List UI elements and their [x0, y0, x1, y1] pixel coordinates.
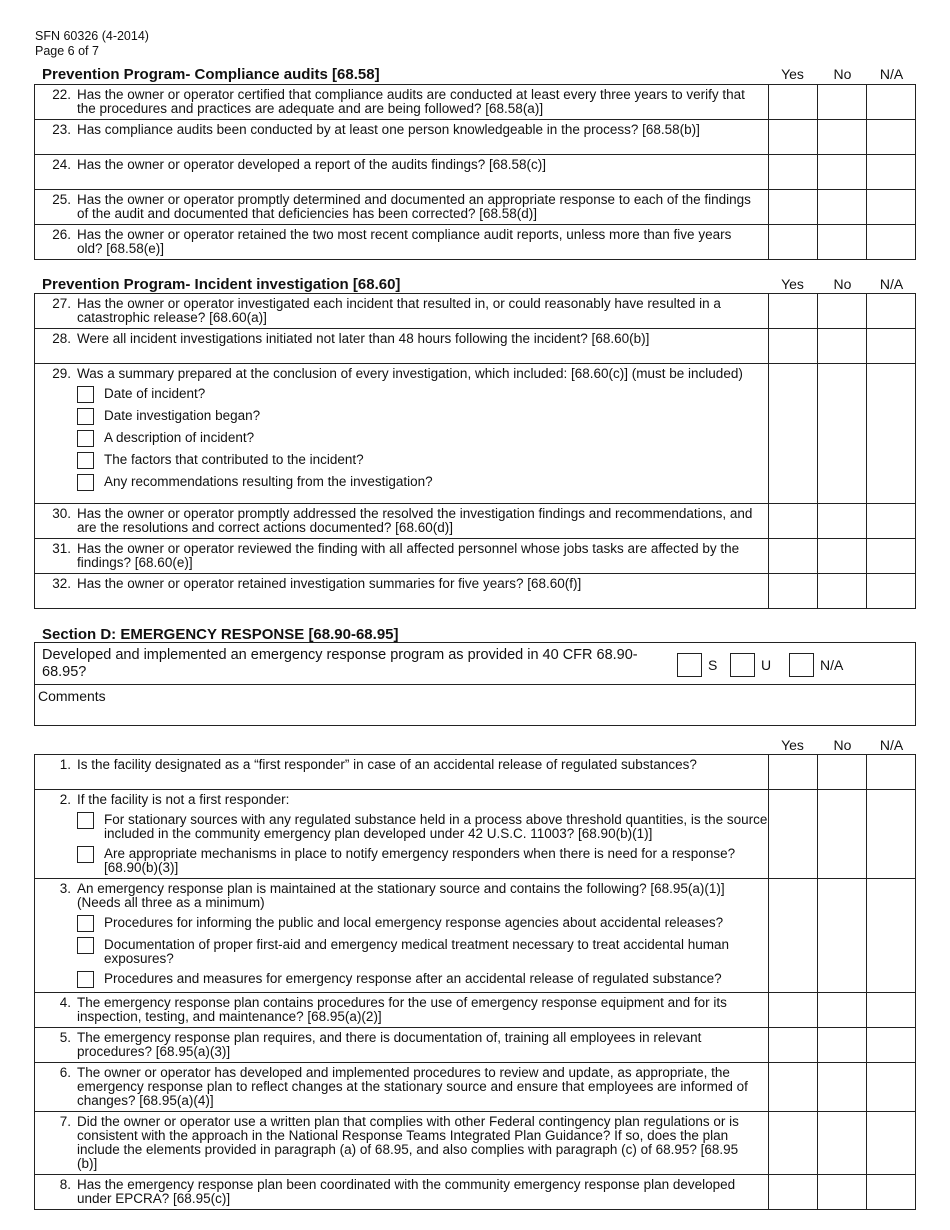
question-text: Has the owner or operator retained the two most recent compliance audit reports, unless more than five years old? [68.58(e)] — [77, 227, 732, 256]
emergency-col-yes: Yes — [781, 737, 804, 753]
incident-row — [35, 364, 916, 504]
emergency-row — [35, 790, 916, 879]
question-content — [35, 1028, 768, 1062]
question-number: 2. — [59, 792, 71, 807]
question-cell — [35, 993, 769, 1028]
question-cell — [35, 539, 769, 574]
question — [41, 1115, 768, 1171]
page-number: Page 6 of 7 — [35, 44, 99, 58]
audits-row — [35, 190, 916, 225]
form-header — [35, 29, 149, 59]
question-text: Has the owner or operator certified that compliance audits are conducted at least every three years to verify that the procedures and practices are adequate and are being followed? [68.58(a)] — [77, 87, 745, 116]
emergency-row — [35, 1063, 916, 1112]
question-cell — [35, 1112, 769, 1175]
question — [41, 123, 768, 137]
question-content — [35, 1112, 768, 1174]
answer-yes-cell[interactable] — [769, 504, 818, 539]
rating-u-checkbox[interactable] — [730, 653, 755, 677]
question-number: 23. — [52, 122, 71, 137]
answer-na-cell[interactable] — [867, 155, 916, 190]
question — [41, 297, 768, 325]
answer-na-cell[interactable] — [867, 225, 916, 260]
answer-yes-cell[interactable] — [769, 755, 818, 790]
checklist-label: Procedures and measures for emergency response after an accidental release of regulated substance? — [104, 971, 722, 986]
incident-col-no: No — [833, 276, 852, 292]
section-d-title: Section D: EMERGENCY RESPONSE [68.90-68.95] — [42, 626, 399, 643]
answer-no-cell[interactable] — [818, 85, 867, 120]
answer-yes-cell[interactable] — [769, 1112, 818, 1175]
rating-na-checkbox[interactable] — [789, 653, 814, 677]
answer-yes-cell[interactable] — [769, 294, 818, 329]
answer-no-cell[interactable] — [818, 294, 867, 329]
checklist-checkbox[interactable] — [77, 430, 94, 447]
question-cell — [35, 1028, 769, 1063]
question — [41, 882, 768, 910]
question-content — [35, 539, 768, 573]
answer-yes-cell[interactable] — [769, 85, 818, 120]
question — [41, 996, 768, 1024]
audits-table — [34, 84, 916, 260]
section-d-statement-box — [34, 642, 916, 685]
audits-row — [35, 155, 916, 190]
question-number: 4. — [59, 995, 71, 1010]
comments-box[interactable] — [34, 684, 916, 726]
question-text: The owner or operator has developed and implemented procedures to review and update, as appropriate, the emergency response plan to reflect changes at the stationary source and ensure that employees are informed of changes? [68.95(a)(4)] — [77, 1065, 748, 1108]
question-number: 29. — [52, 366, 71, 381]
checklist-checkbox[interactable] — [77, 452, 94, 469]
checklist-label: Documentation of proper first-aid and emergency medical treatment necessary to treat accidental human exposures? — [104, 937, 730, 966]
question — [41, 1066, 768, 1108]
checklist-item — [77, 408, 768, 425]
question-cell — [35, 190, 769, 225]
answer-no-cell[interactable] — [818, 539, 867, 574]
emergency-row — [35, 755, 916, 790]
question — [41, 228, 768, 256]
question-text: Was a summary prepared at the conclusion of every investigation, which included: [68.60(c)] (must be included) — [77, 366, 743, 381]
rating-u-label: U — [761, 657, 772, 673]
question-content — [35, 993, 768, 1027]
audits-row — [35, 120, 916, 155]
question-cell — [35, 155, 769, 190]
section-d-statement: Developed and implemented an emergency response program as provided in 40 CFR 68.90-68.95? — [42, 647, 638, 680]
answer-na-cell[interactable] — [867, 574, 916, 609]
question-text: The emergency response plan requires, and there is documentation of, training all employees in relevant procedures? [68.95(a)(3)] — [77, 1030, 702, 1059]
answer-na-cell[interactable] — [867, 1063, 916, 1112]
emergency-table — [34, 754, 916, 1210]
question-number: 7. — [59, 1114, 71, 1129]
answer-yes-cell[interactable] — [769, 1028, 818, 1063]
question-number: 3. — [59, 881, 71, 896]
question-cell — [35, 790, 769, 879]
question-text: Were all incident investigations initiated not later than 48 hours following the incident? [68.60(b)] — [77, 331, 650, 346]
question-content — [35, 294, 768, 328]
question-content — [35, 755, 768, 775]
answer-no-cell[interactable] — [818, 364, 867, 504]
question-number: 31. — [52, 541, 71, 556]
checklist-item — [77, 915, 768, 932]
emergency-row — [35, 879, 916, 993]
answer-no-cell[interactable] — [818, 190, 867, 225]
checklist-item — [77, 937, 768, 966]
rating-u — [730, 653, 771, 677]
incident-col-yes: Yes — [781, 276, 804, 292]
question-cell — [35, 85, 769, 120]
answer-no-cell[interactable] — [818, 879, 867, 993]
question-text: Has compliance audits been conducted by at least one person knowledgeable in the process? [68.58(b)] — [77, 122, 700, 137]
answer-no-cell[interactable] — [818, 225, 867, 260]
question-content — [35, 155, 768, 175]
checklist-checkbox[interactable] — [77, 937, 94, 954]
checklist-label: Date investigation began? — [104, 408, 261, 423]
checklist-checkbox[interactable] — [77, 812, 94, 829]
checklist-checkbox[interactable] — [77, 846, 94, 863]
checklist-checkbox[interactable] — [77, 474, 94, 491]
question-cell — [35, 120, 769, 155]
question-content — [35, 190, 768, 224]
checklist-label: A description of incident? — [104, 430, 255, 445]
answer-na-cell[interactable] — [867, 1112, 916, 1175]
answer-yes-cell[interactable] — [769, 790, 818, 879]
question-cell — [35, 364, 769, 504]
question — [41, 542, 768, 570]
rating-s — [677, 653, 717, 677]
answer-yes-cell[interactable] — [769, 993, 818, 1028]
answer-yes-cell[interactable] — [769, 364, 818, 504]
question-cell — [35, 329, 769, 364]
answer-na-cell[interactable] — [867, 85, 916, 120]
checklist-label: Date of incident? — [104, 386, 206, 401]
answer-na-cell[interactable] — [867, 329, 916, 364]
answer-no-cell[interactable] — [818, 790, 867, 879]
incident-title: Prevention Program- Incident investigation [68.60] — [42, 276, 401, 293]
answer-yes-cell[interactable] — [769, 574, 818, 609]
answer-no-cell[interactable] — [818, 504, 867, 539]
incident-col-na: N/A — [879, 276, 904, 292]
question-text: Has the owner or operator investigated each incident that resulted in, or could reasonably have resulted in a catastrophic release? [68.60(a)] — [77, 296, 721, 325]
question-number: 27. — [52, 296, 71, 311]
audits-row — [35, 85, 916, 120]
answer-yes-cell[interactable] — [769, 120, 818, 155]
question — [41, 193, 768, 221]
question-content — [35, 879, 768, 991]
rating-na-label: N/A — [820, 657, 844, 673]
answer-yes-cell[interactable] — [769, 539, 818, 574]
rating-na — [789, 653, 843, 677]
form-id: SFN 60326 (4-2014) — [35, 29, 149, 43]
answer-no-cell[interactable] — [818, 1063, 867, 1112]
answer-na-cell[interactable] — [867, 993, 916, 1028]
incident-row — [35, 329, 916, 364]
question-text: Has the owner or operator retained investigation summaries for five years? [68.60(f)] — [77, 576, 582, 591]
question-number: 1. — [59, 757, 71, 772]
answer-yes-cell[interactable] — [769, 329, 818, 364]
answer-no-cell[interactable] — [818, 1028, 867, 1063]
audits-col-yes: Yes — [781, 66, 804, 82]
checklist-checkbox[interactable] — [77, 386, 94, 403]
question-text: Has the owner or operator promptly addressed the resolved the investigation findings and recommendations, and are the resolutions and correct actions documented? [68.60(d)] — [77, 506, 753, 535]
incident-row — [35, 539, 916, 574]
checklist-item — [77, 452, 768, 469]
incident-row — [35, 574, 916, 609]
question — [41, 332, 768, 346]
checklist-label: The factors that contributed to the incident? — [104, 452, 364, 467]
question-number: 25. — [52, 192, 71, 207]
question-cell — [35, 755, 769, 790]
checklist-checkbox[interactable] — [77, 915, 94, 932]
answer-na-cell[interactable] — [867, 1175, 916, 1210]
question-content — [35, 790, 768, 878]
question — [41, 577, 768, 591]
question-content — [35, 574, 768, 594]
question-number: 30. — [52, 506, 71, 521]
question-number: 32. — [52, 576, 71, 591]
question-cell — [35, 504, 769, 539]
checklist-label: For stationary sources with any regulated substance held in a process above threshold quantities, is the source included in the community emergency plan developed under 42 U.S.C. 11003? [68.90(b)(1)] — [104, 812, 768, 841]
question-cell — [35, 225, 769, 260]
rating-s-checkbox[interactable] — [677, 653, 702, 677]
emergency-col-no: No — [833, 737, 852, 753]
emergency-row — [35, 1112, 916, 1175]
emergency-row — [35, 1028, 916, 1063]
answer-na-cell[interactable] — [867, 190, 916, 225]
incident-row — [35, 294, 916, 329]
question-text: If the facility is not a first responder: — [77, 792, 290, 807]
question-number: 22. — [52, 87, 71, 102]
question-number: 24. — [52, 157, 71, 172]
answer-yes-cell[interactable] — [769, 1063, 818, 1112]
checklist-item — [77, 846, 768, 875]
emergency-col-na: N/A — [879, 737, 904, 753]
answer-na-cell[interactable] — [867, 1028, 916, 1063]
question — [41, 158, 768, 172]
checklist-label: Procedures for informing the public and local emergency response agencies about accidental releases? — [104, 915, 724, 930]
audits-title: Prevention Program- Compliance audits [68.58] — [42, 66, 380, 83]
question — [41, 1178, 768, 1206]
checklist-checkbox[interactable] — [77, 408, 94, 425]
question — [41, 1031, 768, 1059]
checklist-item — [77, 971, 768, 988]
emergency-row — [35, 1175, 916, 1210]
answer-na-cell[interactable] — [867, 755, 916, 790]
answer-na-cell[interactable] — [867, 294, 916, 329]
question-content — [35, 120, 768, 140]
answer-no-cell[interactable] — [818, 1175, 867, 1210]
question — [41, 793, 768, 807]
comments-label: Comments — [38, 688, 106, 704]
question-cell — [35, 294, 769, 329]
audits-col-na: N/A — [879, 66, 904, 82]
question-number: 5. — [59, 1030, 71, 1045]
question-content — [35, 85, 768, 119]
question-number: 8. — [59, 1177, 71, 1192]
incident-row — [35, 504, 916, 539]
checklist-item — [77, 386, 768, 403]
question-content — [35, 329, 768, 349]
answer-yes-cell[interactable] — [769, 1175, 818, 1210]
question-number: 26. — [52, 227, 71, 242]
question-cell — [35, 1063, 769, 1112]
question — [41, 367, 768, 381]
answer-no-cell[interactable] — [818, 755, 867, 790]
question-text: Has the owner or operator developed a report of the audits findings? [68.58(c)] — [77, 157, 547, 172]
question-text: Did the owner or operator use a written plan that complies with other Federal contingency plan regulations or is consistent with the approach in the National Response Teams Integrated Plan Guidance? If so, does the plan include the elements provided in paragraph (a) of 68.95, and also complies with paragraph (c) of 68.95? [68.95 (b)] — [77, 1114, 739, 1171]
checklist-item — [77, 812, 768, 841]
checklist-checkbox[interactable] — [77, 971, 94, 988]
question — [41, 88, 768, 116]
answer-na-cell[interactable] — [867, 539, 916, 574]
audits-row — [35, 225, 916, 260]
answer-yes-cell[interactable] — [769, 225, 818, 260]
question-content — [35, 1175, 768, 1209]
checklist-label: Any recommendations resulting from the investigation? — [104, 474, 433, 489]
checklist-item — [77, 430, 768, 447]
incident-table — [34, 293, 916, 609]
answer-no-cell[interactable] — [818, 1112, 867, 1175]
question-text: Is the facility designated as a “first responder” in case of an accidental release of regulated substances? — [77, 757, 697, 772]
question-text: The emergency response plan contains procedures for the use of emergency response equipment and for its inspection, testing, and maintenance? [68.95(a)(2)] — [77, 995, 727, 1024]
answer-yes-cell[interactable] — [769, 879, 818, 993]
question — [41, 507, 768, 535]
answer-no-cell[interactable] — [818, 329, 867, 364]
emergency-row — [35, 993, 916, 1028]
answer-na-cell[interactable] — [867, 879, 916, 993]
answer-no-cell[interactable] — [818, 574, 867, 609]
question-content — [35, 364, 768, 494]
question-number: 28. — [52, 331, 71, 346]
answer-no-cell[interactable] — [818, 120, 867, 155]
question-text: Has the owner or operator reviewed the finding with all affected personnel whose jobs tasks are affected by the findings? [68.60(e)] — [77, 541, 740, 570]
answer-yes-cell[interactable] — [769, 190, 818, 225]
question-content — [35, 225, 768, 259]
question-cell — [35, 574, 769, 609]
question — [41, 758, 768, 772]
answer-na-cell[interactable] — [867, 504, 916, 539]
answer-na-cell[interactable] — [867, 120, 916, 155]
rating-s-label: S — [708, 657, 718, 673]
question-cell — [35, 879, 769, 993]
checklist-label: Are appropriate mechanisms in place to notify emergency responders when there is need for a response? [68.90(b)(3)] — [104, 846, 736, 875]
answer-no-cell[interactable] — [818, 155, 867, 190]
answer-na-cell[interactable] — [867, 364, 916, 504]
answer-na-cell[interactable] — [867, 790, 916, 879]
checklist-item — [77, 474, 768, 491]
question-cell — [35, 1175, 769, 1210]
answer-yes-cell[interactable] — [769, 155, 818, 190]
question-content — [35, 504, 768, 538]
question-number: 6. — [59, 1065, 71, 1080]
question-text: Has the emergency response plan been coordinated with the community emergency response plan developed under EPCRA? [68.95(c)] — [77, 1177, 736, 1206]
audits-col-no: No — [833, 66, 852, 82]
question-text: An emergency response plan is maintained at the stationary source and contains the following? [68.95(a)(1)] (Needs all three as a minimum) — [77, 881, 725, 910]
question-text: Has the owner or operator promptly determined and documented an appropriate response to each of the findings of the audit and documented that deficiencies has been corrected? [68.58(d)] — [77, 192, 751, 221]
answer-no-cell[interactable] — [818, 993, 867, 1028]
question-content — [35, 1063, 768, 1111]
